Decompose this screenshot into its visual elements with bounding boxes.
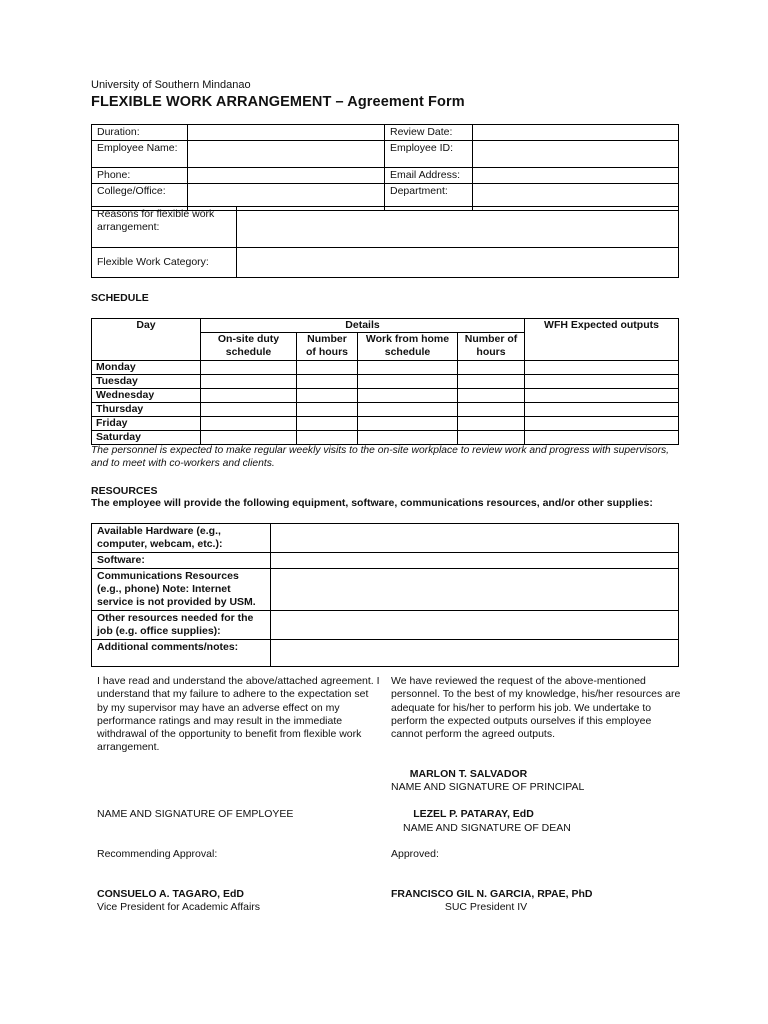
table-row xyxy=(92,417,679,431)
schedule-cell[interactable] xyxy=(201,375,297,389)
software-field[interactable] xyxy=(271,553,679,569)
table-row xyxy=(92,361,679,375)
dean-caption: NAME AND SIGNATURE OF DEAN xyxy=(403,822,571,834)
schedule-cell[interactable] xyxy=(525,375,679,389)
schedule-cell[interactable] xyxy=(458,389,525,403)
schedule-note: The personnel is expected to make regular weekly visits to the on-site workplace to review work and progress with supervisors, and to meet with co-workers and clients. xyxy=(91,445,670,469)
schedule-table xyxy=(91,318,679,445)
form-title: FLEXIBLE WORK ARRANGEMENT – Agreement Form xyxy=(91,94,465,110)
approved-label: Approved: xyxy=(391,848,439,860)
schedule-cell[interactable] xyxy=(358,431,458,445)
table-row xyxy=(92,553,679,569)
table-row xyxy=(92,389,679,403)
schedule-cell[interactable] xyxy=(358,375,458,389)
review-date-field[interactable] xyxy=(473,125,679,141)
schedule-cell[interactable] xyxy=(525,431,679,445)
schedule-cell[interactable] xyxy=(525,417,679,431)
email-label: Email Address: xyxy=(385,168,473,184)
reasons-field[interactable] xyxy=(237,207,679,248)
day-label: Wednesday xyxy=(92,389,201,403)
schedule-cell[interactable] xyxy=(358,403,458,417)
president-name: FRANCISCO GIL N. GARCIA, RPAE, PhD xyxy=(391,888,593,900)
wfh-outputs-header: WFH Expected outputs xyxy=(525,319,679,361)
recommending-approval-label: Recommending Approval: xyxy=(97,848,218,860)
hardware-field[interactable] xyxy=(271,524,679,553)
employee-name-label: Employee Name: xyxy=(92,141,188,168)
category-field[interactable] xyxy=(237,248,679,278)
day-header: Day xyxy=(92,319,201,361)
schedule-cell[interactable] xyxy=(297,361,358,375)
table-row xyxy=(92,524,679,553)
day-label: Saturday xyxy=(92,431,201,445)
employee-id-label: Employee ID: xyxy=(385,141,473,168)
review-date-label: Review Date: xyxy=(385,125,473,141)
employee-name-field[interactable] xyxy=(188,141,385,168)
schedule-cell[interactable] xyxy=(201,431,297,445)
reasons-label: Reasons for flexible work arrangement: xyxy=(92,207,237,248)
table-row xyxy=(92,375,679,389)
table-row xyxy=(92,640,679,667)
schedule-cell[interactable] xyxy=(458,431,525,445)
category-label: Flexible Work Category: xyxy=(92,248,237,278)
schedule-cell[interactable] xyxy=(297,403,358,417)
software-label: Software: xyxy=(92,553,271,569)
vp-title: Vice President for Academic Affairs xyxy=(97,901,261,913)
table-row xyxy=(92,403,679,417)
day-label: Thursday xyxy=(92,403,201,417)
details-header: Details xyxy=(201,319,525,333)
other-resources-field[interactable] xyxy=(271,611,679,640)
schedule-cell[interactable] xyxy=(458,417,525,431)
principal-caption: NAME AND SIGNATURE OF PRINCIPAL xyxy=(391,781,585,793)
resources-heading: RESOURCES xyxy=(91,485,158,497)
schedule-cell[interactable] xyxy=(297,389,358,403)
department-label: Department: xyxy=(385,184,473,211)
wfh-hours-header: Number of hours xyxy=(458,333,525,361)
employee-id-field[interactable] xyxy=(473,141,679,168)
vp-name: CONSUELO A. TAGARO, EdD xyxy=(97,888,244,900)
employee-statement: I have read and understand the above/attached agreement. I understand that my failure to adhere to the expectation set by my supervisor may have an adverse effect on my performance ratings and may result in the immediate withdrawal of the opportunity to benefit from flexible work arrangement. xyxy=(97,675,380,754)
schedule-cell[interactable] xyxy=(525,403,679,417)
duration-field[interactable] xyxy=(188,125,385,141)
hardware-label: Available Hardware (e.g., computer, webcam, etc.): xyxy=(92,524,271,553)
table-row xyxy=(92,611,679,640)
communications-label: Communications Resources (e.g., phone) Note: Internet service is not provided by USM. xyxy=(92,569,271,611)
resources-table xyxy=(91,523,679,667)
schedule-cell[interactable] xyxy=(297,375,358,389)
schedule-cell[interactable] xyxy=(201,389,297,403)
employee-info-table xyxy=(91,124,679,211)
schedule-heading: SCHEDULE xyxy=(91,292,149,304)
supervisor-statement: We have reviewed the request of the above-mentioned personnel. To the best of my knowledge, his/her resources are adequate for his/her to perform his job. We undertake to perform the expected outputs ourselves if this employee cannot perform the agreed outputs. xyxy=(391,675,681,741)
day-label: Tuesday xyxy=(92,375,201,389)
table-row xyxy=(92,431,679,445)
onsite-hours-header: Number of hours xyxy=(297,333,358,361)
other-resources-label: Other resources needed for the job (e.g. office supplies): xyxy=(92,611,271,640)
schedule-cell[interactable] xyxy=(525,389,679,403)
schedule-cell[interactable] xyxy=(458,403,525,417)
day-label: Monday xyxy=(92,361,201,375)
onsite-schedule-header: On-site duty schedule xyxy=(201,333,297,361)
principal-name: MARLON T. SALVADOR xyxy=(409,768,528,780)
schedule-cell[interactable] xyxy=(458,361,525,375)
communications-field[interactable] xyxy=(271,569,679,611)
dean-name: LEZEL P. PATARAY, EdD xyxy=(413,808,534,820)
schedule-cell[interactable] xyxy=(297,431,358,445)
phone-label: Phone: xyxy=(92,168,188,184)
schedule-cell[interactable] xyxy=(525,361,679,375)
institution-name: University of Southern Mindanao xyxy=(91,79,251,91)
schedule-cell[interactable] xyxy=(297,417,358,431)
employee-signature-caption: NAME AND SIGNATURE OF EMPLOYEE xyxy=(97,808,294,820)
schedule-cell[interactable] xyxy=(201,403,297,417)
day-label: Friday xyxy=(92,417,201,431)
schedule-cell[interactable] xyxy=(358,417,458,431)
schedule-cell[interactable] xyxy=(358,389,458,403)
comments-label: Additional comments/notes: xyxy=(92,640,271,667)
phone-field[interactable] xyxy=(188,168,385,184)
resources-intro: The employee will provide the following equipment, software, communications resources, and/or other supplies: xyxy=(91,497,653,509)
duration-label: Duration: xyxy=(92,125,188,141)
schedule-cell[interactable] xyxy=(201,361,297,375)
president-title: SUC President IV xyxy=(444,901,528,913)
wfh-schedule-header: Work from home schedule xyxy=(358,333,458,361)
table-row xyxy=(92,569,679,611)
comments-field[interactable] xyxy=(271,640,679,667)
schedule-cell[interactable] xyxy=(458,375,525,389)
college-office-label: College/Office: xyxy=(92,184,188,211)
arrangement-table xyxy=(91,206,679,278)
schedule-cell[interactable] xyxy=(358,361,458,375)
email-field[interactable] xyxy=(473,168,679,184)
schedule-cell[interactable] xyxy=(201,417,297,431)
